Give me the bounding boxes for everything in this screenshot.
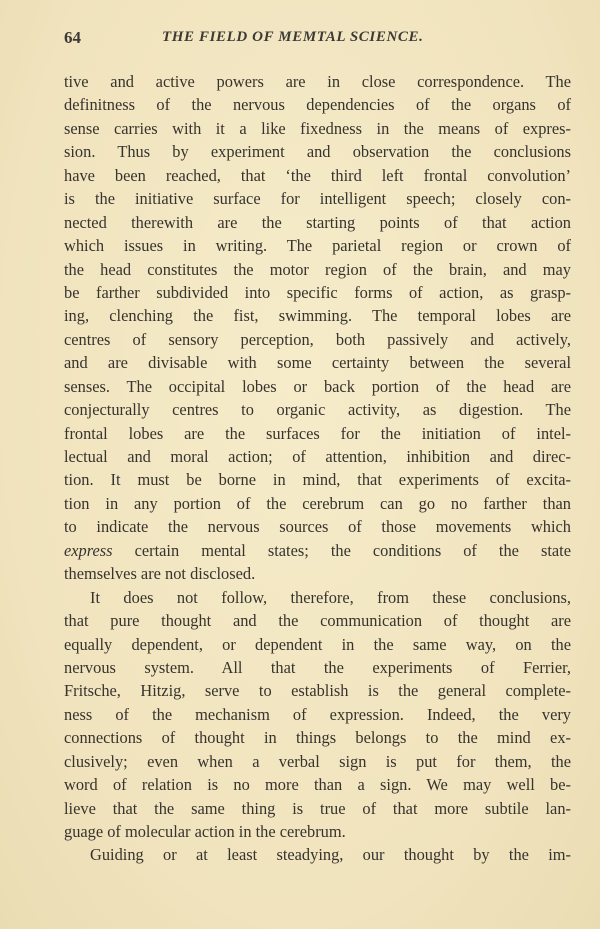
text-line: lectual and moral action; of attention, inhibition and direc- bbox=[64, 447, 571, 466]
text-line: clusively; even when a verbal sign is put for them, the bbox=[64, 751, 571, 771]
text-line: is the initiative surface for intelligent speech; closely con- bbox=[64, 189, 571, 209]
text-line: the head constitutes the motor region of the brain, and may bbox=[64, 259, 571, 279]
text-line: sion. Thus by experiment and observation the conclusions bbox=[64, 142, 571, 162]
paragraph-start-line: It does not follow, therefore, from these conclusions, bbox=[90, 587, 571, 607]
text-line: ing, clenching the fist, swimming. The temporal lobes are bbox=[64, 306, 571, 326]
text-line: definitness of the nervous dependencies of the organs of bbox=[64, 95, 571, 115]
paragraph-start-line: Guiding or at least steadying, our thought by the im- bbox=[90, 845, 571, 865]
text-line: be farther subdivided into specific forms of action, as grasp- bbox=[64, 282, 571, 302]
text-line: to indicate the nervous sources of those movements which bbox=[64, 517, 571, 537]
text-line: guage of molecular action in the cerebrum. bbox=[64, 822, 346, 841]
body-text bbox=[64, 70, 571, 867]
text-line: nervous system. All that the experiments of Ferrier, bbox=[64, 657, 571, 677]
text-line-rest: certain mental states; the conditions of the state bbox=[112, 540, 571, 560]
text-line bbox=[64, 539, 571, 562]
text-line: sense carries with it a like fixedness in the means of expres- bbox=[64, 118, 571, 138]
text-line: word of relation is no more than a sign. We may well be- bbox=[64, 775, 571, 795]
page-header bbox=[64, 28, 544, 54]
text-line: tive and active powers are in close correspondence. The bbox=[64, 72, 571, 91]
text-line: frontal lobes are the surfaces for the initiation of intel- bbox=[64, 423, 571, 443]
italic-word: express bbox=[64, 540, 113, 560]
text-line: themselves are not disclosed. bbox=[64, 564, 256, 584]
text-line: centres of sensory perception, both passively and actively, bbox=[64, 329, 571, 349]
text-line: conjecturally centres to organic activity, as digestion. The bbox=[64, 400, 571, 420]
text-line: tion in any portion of the cerebrum can go no farther than bbox=[64, 493, 571, 513]
text-line: that pure thought and the communication of thought are bbox=[64, 611, 571, 631]
text-line: senses. The occipital lobes or back portion of the head are bbox=[64, 376, 571, 396]
text-line: which issues in writing. The parietal region or crown of bbox=[64, 236, 571, 256]
running-head: THE FIELD OF MEMTAL SCIENCE. bbox=[162, 29, 424, 45]
text-line: have been reached, that ‘the third left frontal convolution’ bbox=[64, 165, 571, 185]
page-number: 64 bbox=[64, 28, 81, 47]
text-line: lieve that the same thing is true of that more subtile lan- bbox=[64, 798, 571, 818]
text-line: Fritsche, Hitzig, serve to establish is the general complete- bbox=[64, 681, 571, 701]
text-line: tion. It must be borne in mind, that experiments of excita- bbox=[64, 470, 571, 490]
text-line: ness of the mechanism of expression. Indeed, the very bbox=[64, 704, 571, 724]
text-line: connections of thought in things belongs to the mind ex- bbox=[64, 728, 571, 748]
text-line: equally dependent, or dependent in the same way, on the bbox=[64, 634, 571, 654]
text-line: and are divisable with some certainty between the several bbox=[64, 353, 571, 373]
text-line: nected therewith are the starting points of that action bbox=[64, 212, 571, 232]
